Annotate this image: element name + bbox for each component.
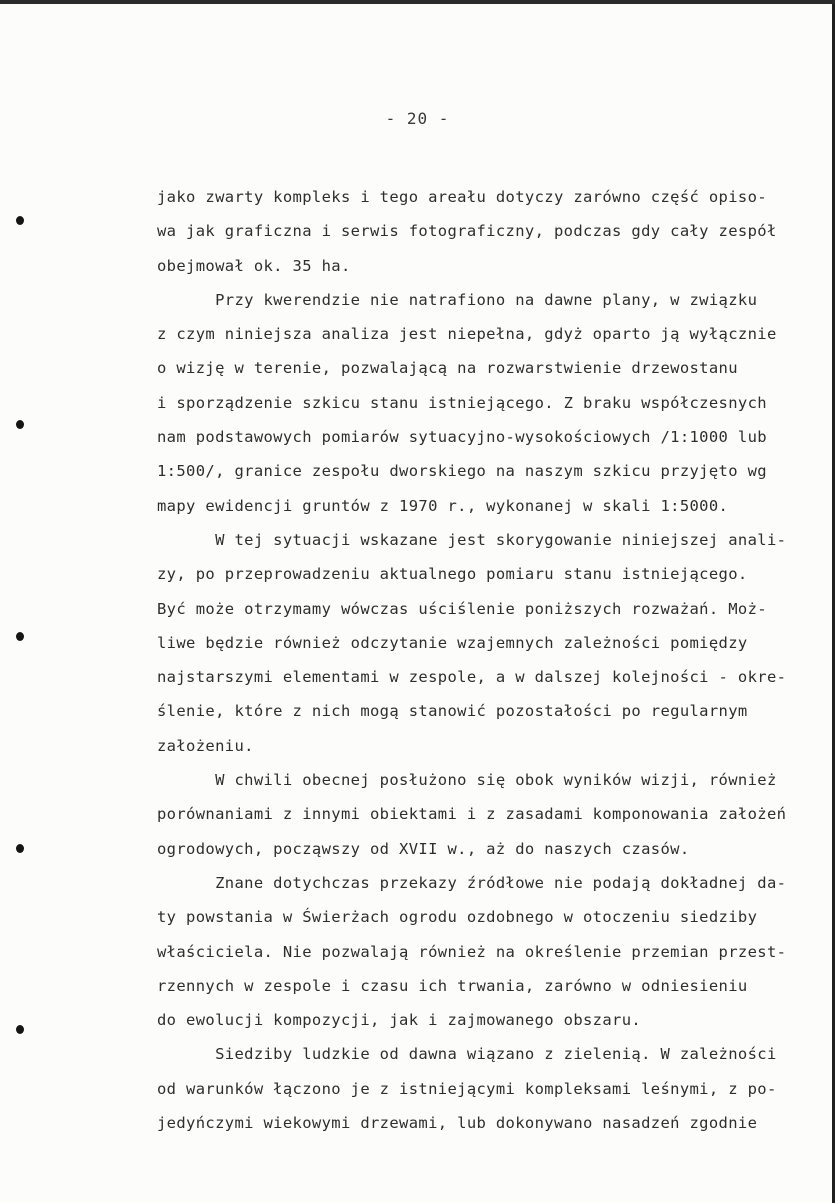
punch-hole-1: [16, 216, 24, 225]
text-line: liwe będzie również odczytanie wzajemnych zależności pomiędzy: [157, 633, 748, 652]
text-line: Siedziby ludzkie od dawna wiązano z zielenią. W zależności: [157, 1045, 777, 1064]
text-line: założeniu.: [157, 736, 254, 755]
text-line: ślenie, które z nich mogą stanowić pozostałości po regularnym: [157, 702, 748, 721]
page-number: - 20 -: [385, 109, 450, 128]
text-line: ty powstania w Świerżach ogrodu ozdobnego w otoczeniu siedziby: [157, 908, 758, 927]
text-line: ogrodowych, począwszy od XVII w., aż do naszych czasów.: [157, 839, 690, 858]
punch-hole-4: [16, 844, 24, 853]
text-line: nam podstawowych pomiarów sytuacyjno-wysokościowych /1:1000 lub: [157, 428, 767, 447]
text-line: o wizję w terenie, pozwalającą na rozwarstwienie drzewostanu: [157, 359, 738, 378]
text-line: Przy kwerendzie nie natrafiono na dawne plany, w związku: [157, 290, 758, 309]
text-line: jedyńczymi wiekowymi drzewami, lub dokonywano nasadzeń zgodnie: [157, 1114, 758, 1133]
text-line: zy, po przeprowadzeniu aktualnego pomiaru stanu istniejącego.: [157, 565, 748, 584]
text-line: obejmował ok. 35 ha.: [157, 256, 351, 275]
text-line: Być może otrzymamy wówczas uściślenie poniższych rozważań. Moż-: [157, 599, 767, 618]
text-line: wa jak graficzna i serwis fotograficzny, podczas gdy cały zespół: [157, 222, 777, 241]
text-line: porównaniami z innymi obiektami i z zasadami komponowania założeń: [157, 805, 787, 824]
punch-hole-5: [16, 1025, 24, 1034]
text-line: właściciela. Nie pozwalają również na określenie przemian przest-: [157, 942, 787, 961]
text-line: do ewolucji kompozycji, jak i zajmowanego obszaru.: [157, 1011, 642, 1030]
punch-hole-2: [16, 420, 24, 429]
text-line: od warunków łączono je z istniejącymi kompleksami leśnymi, z po-: [157, 1079, 777, 1098]
text-line: rzennych w zespole i czasu ich trwania, zarówno w odniesieniu: [157, 976, 748, 995]
punch-hole-3: [16, 632, 24, 641]
text-line: i sporządzenie szkicu stanu istniejącego. Z braku współczesnych: [157, 393, 767, 412]
text-line: W chwili obecnej posłużono się obok wyników wizji, również: [157, 771, 777, 790]
text-line: mapy ewidencji gruntów z 1970 r., wykonanej w skali 1:5000.: [157, 496, 729, 515]
text-line: W tej sytuacji wskazane jest skorygowanie niniejszej anali-: [157, 530, 787, 549]
text-line: z czym niniejsza analiza jest niepełna, gdyż oparto ją wyłącznie: [157, 325, 777, 344]
text-line: jako zwarty kompleks i tego areału dotyczy zarówno część opiso-: [157, 188, 767, 206]
text-line: Znane dotychczas przekazy źródłowe nie podają dokładnej da-: [157, 873, 787, 892]
body-text: [157, 180, 827, 1140]
text-line: najstarszymi elementami w zespole, a w dalszej kolejności - okre-: [157, 668, 787, 687]
text-line: 1:500/, granice zespołu dworskiego na naszym szkicu przyjęto wg: [157, 462, 767, 481]
